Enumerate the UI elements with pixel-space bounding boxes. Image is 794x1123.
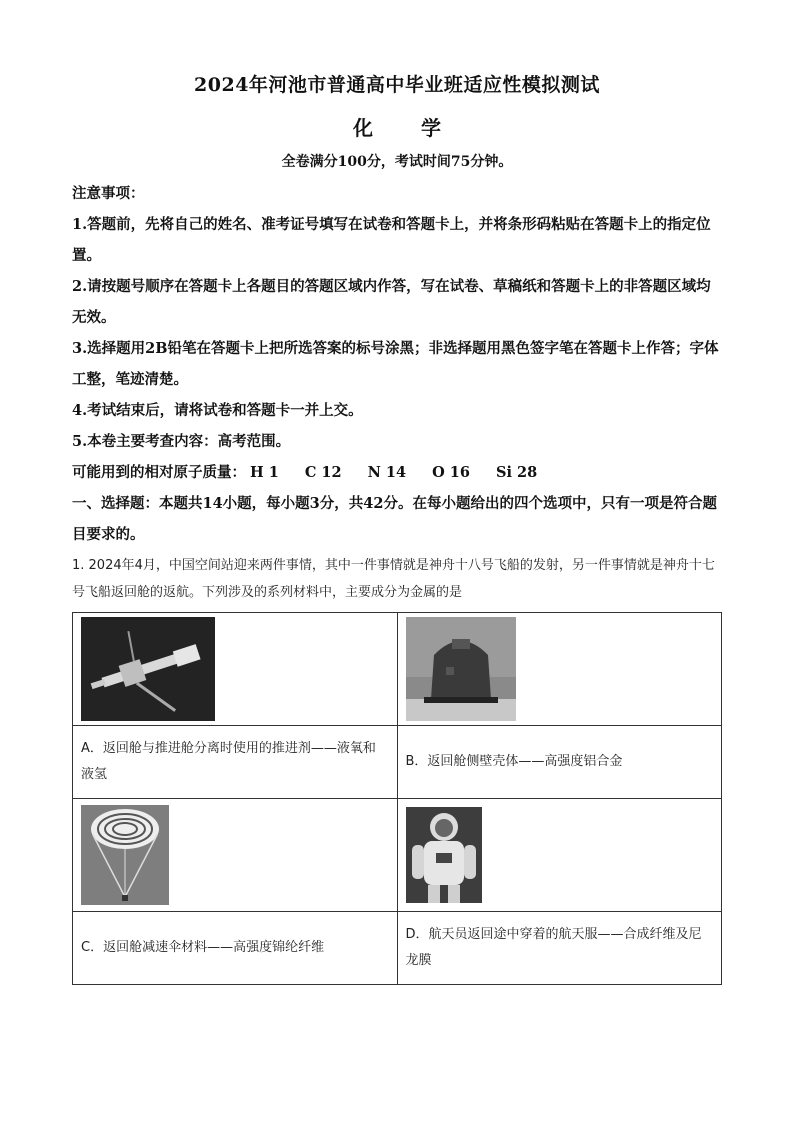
parachute-image [81, 805, 169, 905]
atom-h: H 1 [250, 464, 279, 481]
score-line: 全卷满分100分，考试时间75分钟。 [281, 154, 513, 170]
notice-heading: 注意事项： [72, 185, 145, 202]
notice-item-3: 3.选择题用2B铅笔在答题卡上把所选答案的标号涂黑；非选择题用黑色签字笔在答题卡上作答；字体工整，笔迹清楚。 [72, 340, 719, 388]
atom-n: N 14 [367, 464, 407, 481]
exam-title: 2024年河池市普通高中毕业班适应性模拟测试 [194, 74, 600, 96]
return-capsule-image [406, 617, 516, 721]
option-c: C．返回舱减速伞材料——高强度锦纶纤维 [73, 912, 398, 985]
notice-item-1: 1.答题前，先将自己的姓名、准考证号填写在试卷和答题卡上，并将条形码粘贴在答题卡上的指定位置。 [72, 216, 711, 264]
option-a: A．返回舱与推进舱分离时使用的推进剂——液氧和液氢 [73, 726, 398, 799]
options-table [72, 612, 722, 985]
notice-item-5: 5.本卷主要考查内容：高考范围。 [72, 433, 291, 450]
option-b: B．返回舱侧壁壳体——高强度铝合金 [397, 726, 722, 799]
notice-item-2: 2.请按题号顺序在答题卡上各题目的答题区域内作答，写在试卷、草稿纸和答题卡上的非答题区域均无效。 [72, 278, 711, 326]
option-c-image-cell [73, 799, 398, 912]
subject-title: 化学 [353, 116, 489, 140]
atomic-masses [72, 457, 722, 488]
option-d-image-cell [397, 799, 722, 912]
spacesuit-image [406, 807, 482, 903]
atom-si: Si 28 [495, 464, 538, 481]
notice-item-4: 4.考试结束后，请将试卷和答题卡一并上交。 [72, 402, 363, 419]
atom-c: C 12 [304, 464, 342, 481]
option-a-image-cell [73, 613, 398, 726]
atom-o: O 16 [432, 464, 470, 481]
question-1-stem: 1. 2024年4月，中国空间站迎来两件事情，其中一件事情就是神舟十八号飞船的发射，另一件事情就是神舟十七号飞船返回舱的返航。下列涉及的系列材料中，主要成分为金属的是 [72, 558, 715, 600]
option-d: D．航天员返回途中穿着的航天服——合成纤维及尼龙膜 [397, 912, 722, 985]
atomic-masses-label: 可能用到的相对原子质量： [72, 464, 246, 481]
section-heading: 一、选择题：本题共14小题，每小题3分，共42分。在每小题给出的四个选项中，只有一项是符合题目要求的。 [72, 495, 717, 543]
option-b-image-cell [397, 613, 722, 726]
space-station-image [81, 617, 215, 721]
